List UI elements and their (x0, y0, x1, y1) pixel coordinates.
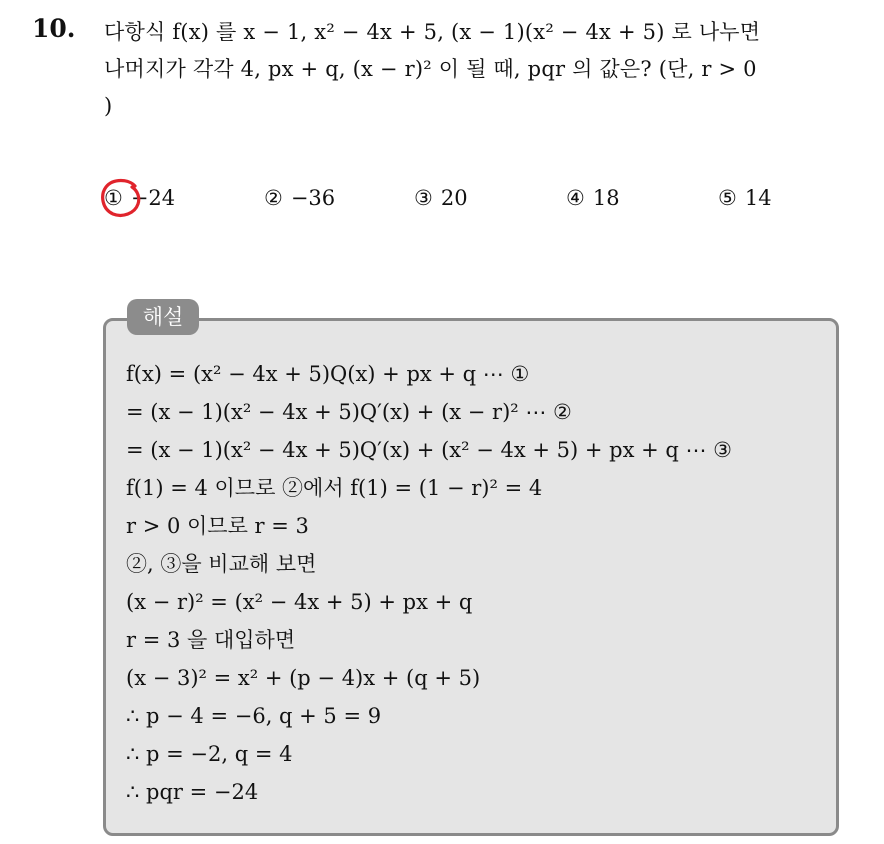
choice-2-number: ② (264, 186, 283, 210)
solution-tag: 해설 (127, 299, 199, 335)
solution-line-2: = (x − 1)(x² − 4x + 5)Q′(x) + (x − r)² ⋯ ② (126, 400, 572, 424)
choice-3[interactable] (414, 180, 468, 216)
question-text (104, 14, 864, 125)
choice-4[interactable] (566, 180, 620, 216)
choice-2[interactable] (264, 180, 335, 216)
problem-number: 10. (32, 14, 76, 43)
choice-3-value: 20 (440, 186, 468, 210)
choice-5[interactable] (718, 180, 772, 216)
choice-1[interactable] (104, 180, 175, 216)
solution-line-3: = (x − 1)(x² − 4x + 5)Q′(x) + (x² − 4x + 5) + px + q ⋯ ③ (126, 438, 732, 462)
solution-line-9: (x − 3)² = x² + (p − 4)x + (q + 5) (126, 666, 481, 690)
choice-1-number: ① (104, 186, 123, 210)
solution-line-8: r = 3 을 대입하면 (126, 628, 296, 652)
solution-line-12: ∴ pqr = −24 (126, 780, 259, 804)
choice-2-value: −36 (290, 186, 336, 210)
solution-line-6: ②, ③을 비교해 보면 (126, 552, 317, 576)
choice-5-value: 14 (744, 186, 772, 210)
solution-line-1: f(x) = (x² − 4x + 5)Q(x) + px + q ⋯ ① (126, 362, 530, 386)
question-line-2: 나머지가 각각 4, px + q, (x − r)² 이 될 때, pqr 의 값은? (단, r > 0 (104, 57, 757, 81)
choice-5-number: ⑤ (718, 186, 737, 210)
solution-lines (126, 355, 826, 811)
choice-3-number: ③ (414, 186, 433, 210)
solution-line-5: r > 0 이므로 r = 3 (126, 514, 309, 538)
solution-line-4: f(1) = 4 이므로 ②에서 f(1) = (1 − r)² = 4 (126, 476, 543, 500)
choice-4-number: ④ (566, 186, 585, 210)
choice-4-value: 18 (592, 186, 620, 210)
question-line-3: ) (104, 94, 113, 118)
solution-line-7: (x − r)² = (x² − 4x + 5) + px + q (126, 590, 473, 614)
question-line-1: 다항식 f(x) 를 x − 1, x² − 4x + 5, (x − 1)(x² − 4x + 5) 로 나누면 (104, 20, 761, 44)
solution-line-10: ∴ p − 4 = −6, q + 5 = 9 (126, 704, 382, 728)
choice-1-value: −24 (130, 186, 176, 210)
solution-line-11: ∴ p = −2, q = 4 (126, 742, 293, 766)
solution-box (103, 318, 839, 836)
answer-choices (104, 180, 844, 220)
